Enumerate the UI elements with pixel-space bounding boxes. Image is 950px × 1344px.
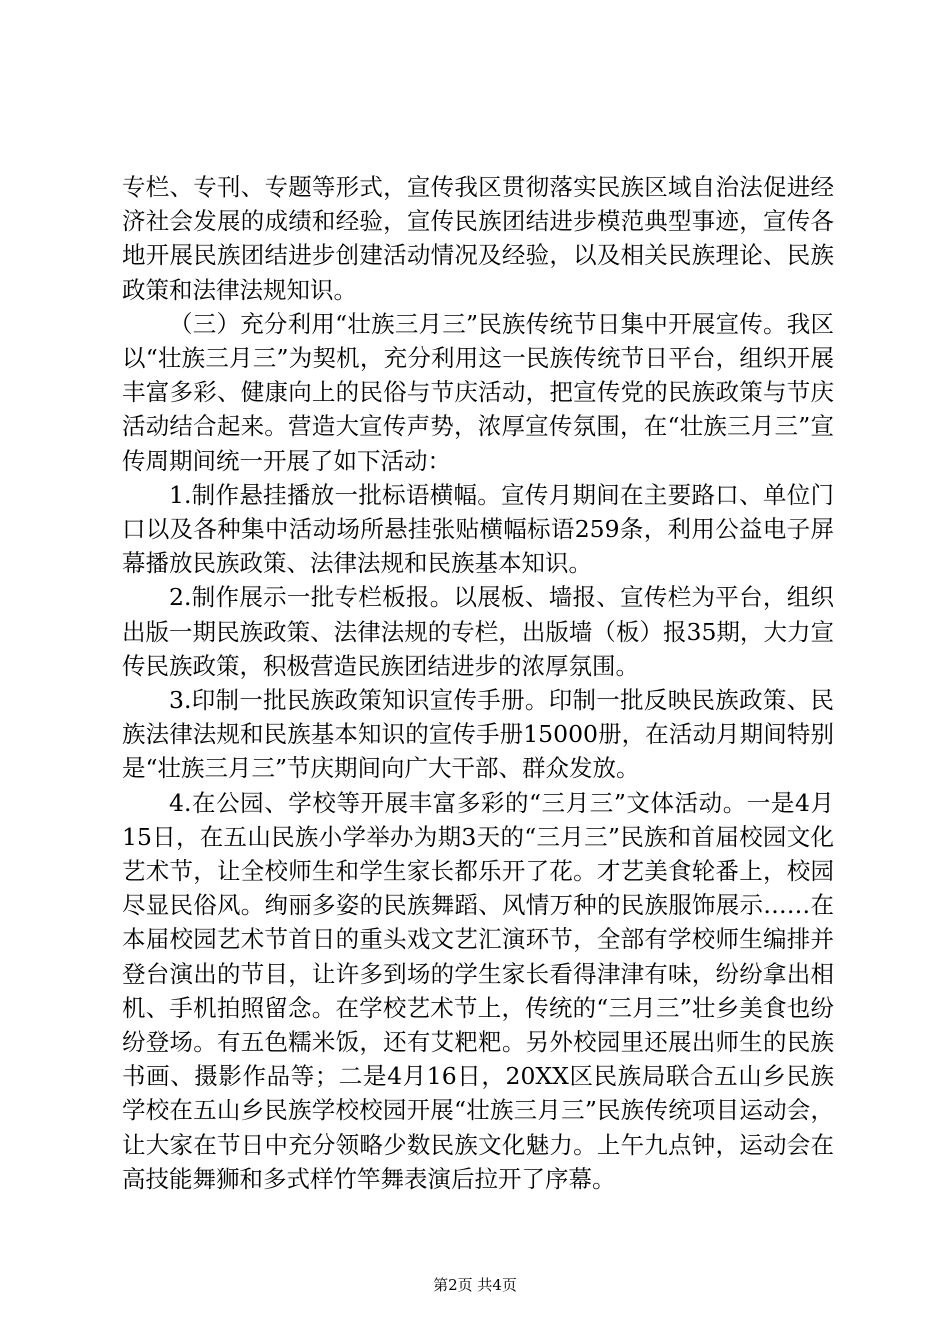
paragraph-item-4-activities: 4.在公园、学校等开展丰富多彩的“三月三”文体活动。一是4月15日，在五山民族小学举办为期3天的“三月三”民族和首届校园文化艺术节，让全校师生和学生家长都乐开了花。才艺美食轮番上，校园尽显民俗风。绚丽多姿的民族舞蹈、风情万种的民族服饰展示……在本届校园艺术节首日的重头戏文艺汇演环节，全部有学校师生编排并登台演出的节目，让许多到场的学生家长看得津津有味，纷纷拿出相机、手机拍照留念。在学校艺术节上，传统的“三月三”壮乡美食也纷纷登场。有五色糯米饭，还有艾粑粑。另外校园里还展出师生的民族书画、摄影作品等；二是4月16日，20XX区民族局联合五山乡民族学校在五山乡民族学校校园开展“壮族三月三”民族传统项目运动会，让大家在节日中充分领略少数民族文化魅力。上午九点钟，运动会在高技能舞狮和多式样竹竿舞表演后拉开了序幕。 <box>122 788 834 1193</box>
paragraph-continuation: 专栏、专刊、专题等形式，宣传我区贯彻落实民族区域自治法促进经济社会发展的成绩和经验，宣传民族团结进步模范典型事迹，宣传各地开展民族团结进步创建活动情况及经验，以及相关民族理论、民族政策和法律法规知识。 <box>122 173 834 304</box>
paragraph-item-2-boards: 2.制作展示一批专栏板报。以展板、墙报、宣传栏为平台，组织出版一期民族政策、法律法规的专栏，出版墙（板）报35期，大力宣传民族政策，积极营造民族团结进步的浓厚氛围。 <box>122 583 834 680</box>
paragraph-item-1-banners: 1.制作悬挂播放一批标语横幅。宣传月期间在主要路口、单位门口以及各种集中活动场所悬挂张贴横幅标语259条，利用公益电子屏幕播放民族政策、法律法规和民族基本知识。 <box>122 480 834 578</box>
page-number-footer: 第2页 共4页 <box>433 1276 517 1294</box>
paragraph-section-three: （三）充分利用“壮族三月三”民族传统节日集中开展宣传。我区以“壮族三月三”为契机，充分利用这一民族传统节日平台，组织开展丰富多彩、健康向上的民俗与节庆活动，把宣传党的民族政策与节庆活动结合起来。营造大宣传声势，浓厚宣传氛围，在“壮族三月三”宣传周期间统一开展了如下活动： <box>122 309 834 475</box>
document-body <box>122 170 834 1196</box>
paragraph-item-3-handbooks: 3.印制一批民族政策知识宣传手册。印制一批反映民族政策、民族法律法规和民族基本知识的宣传手册15000册，在活动月期间特别是“壮族三月三”节庆期间向广大干部、群众发放。 <box>122 686 834 783</box>
